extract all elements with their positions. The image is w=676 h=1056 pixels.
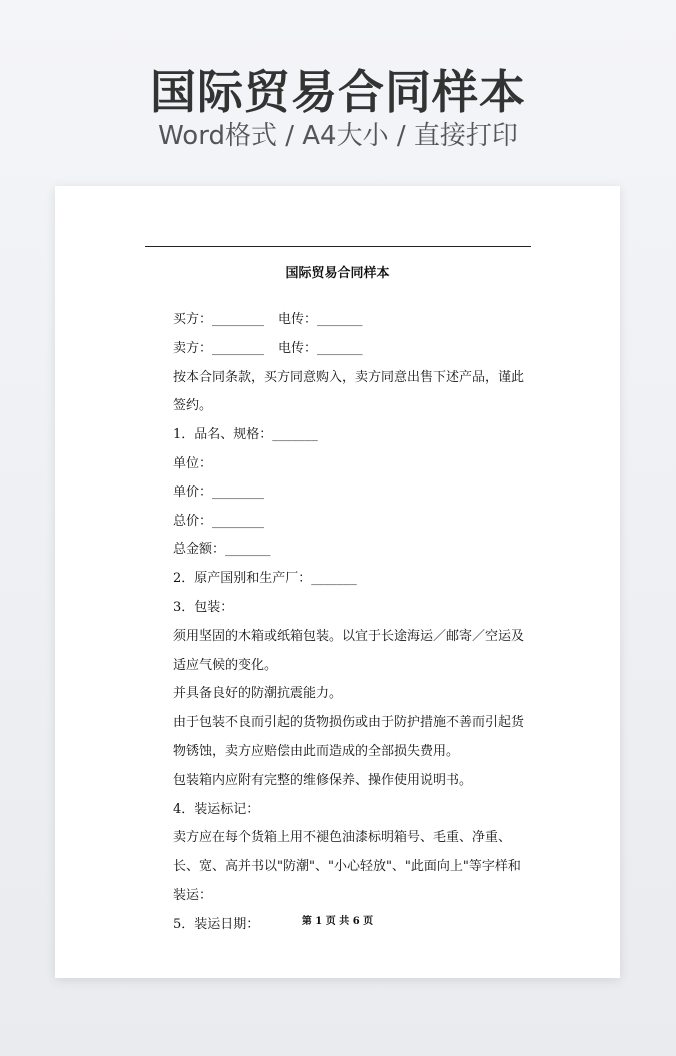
paragraph: 单位： (173, 455, 213, 471)
paragraph: 5．装运日期： (173, 916, 260, 932)
seller-line (145, 335, 531, 364)
paragraph: 4．装运标记： (173, 801, 260, 817)
buyer-field: 买方：________ (173, 312, 265, 327)
paragraph: 1．品名、规格：_______ (173, 427, 318, 443)
document-body (145, 306, 531, 940)
buyer-line (145, 306, 531, 335)
promo-title: 国际贸易合同样本 (150, 65, 526, 119)
document-page (55, 186, 620, 978)
header-rule (145, 246, 531, 247)
paragraph: 须用坚固的木箱或纸箱包装。以宜于长途海运／邮寄／空运及适应气候的变化。 (173, 628, 525, 673)
seller-fax-field: 电传：_______ (278, 340, 363, 356)
paragraph: 卖方应在每个货箱上用不褪色油漆标明箱号、毛重、净重、长、宽、高并书以"防潮"、"小心轻放"、"此面向上"等字样和装运： (173, 830, 521, 903)
paragraph: 由于包装不良而引起的货物损伤或由于防护措施不善而引起货物锈蚀，卖方应赔偿由此而造成的全部损失费用。 (173, 715, 525, 759)
paragraph: 总价：________ (173, 513, 265, 529)
paragraph: 2．原产国别和生产厂：_______ (173, 571, 357, 587)
document-title: 国际贸易合同样本 (285, 266, 390, 281)
paragraph: 按本合同条款，买方同意购入，卖方同意出售下述产品，谨此签约。 (173, 369, 525, 414)
page-number: 第 1 页 共 6 页 (301, 916, 374, 927)
paragraph: 总金额：_______ (173, 542, 271, 558)
paragraph: 并具备良好的防潮抗震能力。 (173, 686, 343, 702)
promo-subtitle: Word格式 / A4大小 / 直接打印 (158, 121, 518, 151)
seller-field: 卖方：________ (173, 340, 265, 356)
paragraph: 3．包装： (173, 599, 234, 615)
paragraph: 包装箱内应附有完整的维修保养、操作使用说明书。 (173, 772, 473, 788)
paragraph: 单价：________ (173, 484, 265, 500)
buyer-fax-field: 电传：_______ (278, 312, 363, 327)
